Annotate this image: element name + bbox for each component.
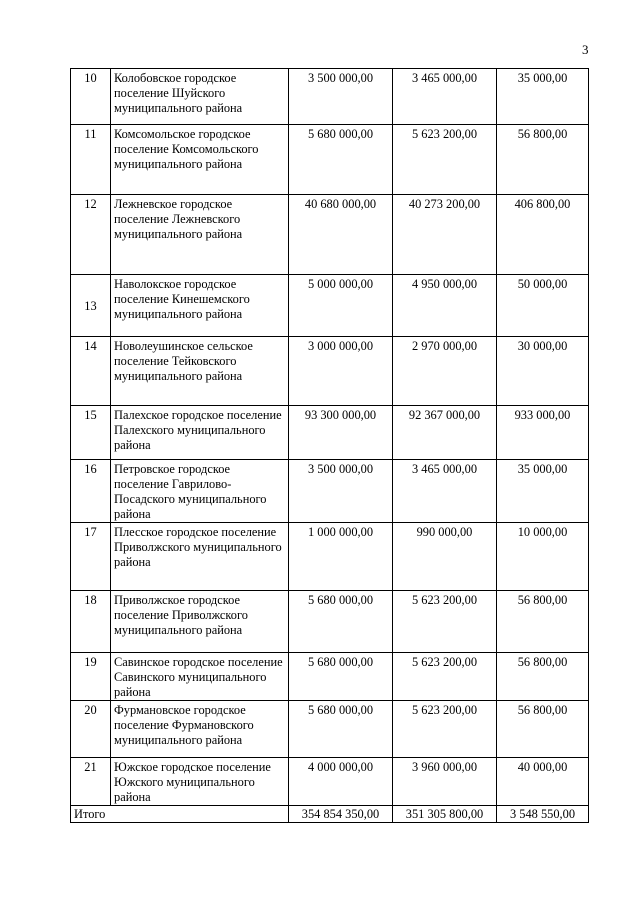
total-row xyxy=(71,806,589,823)
amount-local: 406 800,00 xyxy=(497,195,589,275)
amount-total: 5 680 000,00 xyxy=(289,701,393,758)
table-row xyxy=(71,195,589,275)
total-local: 3 548 550,00 xyxy=(497,806,589,823)
amount-total: 5 680 000,00 xyxy=(289,591,393,653)
amount-local: 933 000,00 xyxy=(497,406,589,460)
settlement-name: Плесское городское поселение Приволжского муниципального района xyxy=(111,523,289,591)
amount-local: 40 000,00 xyxy=(497,758,589,806)
amount-total: 5 000 000,00 xyxy=(289,275,393,337)
table-row xyxy=(71,275,589,337)
row-number: 21 xyxy=(71,758,111,806)
total-regional: 351 305 800,00 xyxy=(393,806,497,823)
settlement-name: Новолеушинское сельское поселение Тейковского муниципального района xyxy=(111,337,289,406)
table-row xyxy=(71,337,589,406)
row-number: 18 xyxy=(71,591,111,653)
amount-regional: 40 273 200,00 xyxy=(393,195,497,275)
settlement-name: Комсомольское городское поселение Комсомольского муниципального района xyxy=(111,125,289,195)
table-row xyxy=(71,69,589,125)
amount-regional: 2 970 000,00 xyxy=(393,337,497,406)
settlement-name: Петровское городское поселение Гаврилово-Посадского муниципального района xyxy=(111,460,289,523)
table-row xyxy=(71,653,589,701)
total-amount: 354 854 350,00 xyxy=(289,806,393,823)
table-row xyxy=(71,701,589,758)
amount-regional: 5 623 200,00 xyxy=(393,653,497,701)
settlement-name: Фурмановское городское поселение Фурмановского муниципального района xyxy=(111,701,289,758)
amount-local: 50 000,00 xyxy=(497,275,589,337)
amount-regional: 990 000,00 xyxy=(393,523,497,591)
table-row xyxy=(71,125,589,195)
table-row xyxy=(71,591,589,653)
amount-local: 30 000,00 xyxy=(497,337,589,406)
row-number: 14 xyxy=(71,337,111,406)
amount-regional: 3 465 000,00 xyxy=(393,460,497,523)
row-number: 19 xyxy=(71,653,111,701)
amount-regional: 3 960 000,00 xyxy=(393,758,497,806)
amount-local: 56 800,00 xyxy=(497,701,589,758)
table-row xyxy=(71,460,589,523)
settlement-name: Савинское городское поселение Савинского муниципального района xyxy=(111,653,289,701)
amount-regional: 5 623 200,00 xyxy=(393,591,497,653)
settlement-name: Приволжское городское поселение Приволжского муниципального района xyxy=(111,591,289,653)
table-row xyxy=(71,523,589,591)
amount-local: 56 800,00 xyxy=(497,125,589,195)
subsidy-table xyxy=(70,68,589,823)
settlement-name: Палехское городское поселение Палехского муниципального района xyxy=(111,406,289,460)
total-label: Итого xyxy=(71,806,289,823)
row-number: 20 xyxy=(71,701,111,758)
amount-local: 56 800,00 xyxy=(497,653,589,701)
amount-regional: 5 623 200,00 xyxy=(393,701,497,758)
amount-total: 93 300 000,00 xyxy=(289,406,393,460)
settlement-name: Южское городское поселение Южского муниципального района xyxy=(111,758,289,806)
row-number: 16 xyxy=(71,460,111,523)
table-row xyxy=(71,406,589,460)
settlement-name: Наволокское городское поселение Кинешемского муниципального района xyxy=(111,275,289,337)
amount-total: 1 000 000,00 xyxy=(289,523,393,591)
amount-local: 56 800,00 xyxy=(497,591,589,653)
row-number: 13 xyxy=(71,275,111,337)
amount-total: 5 680 000,00 xyxy=(289,125,393,195)
row-number: 11 xyxy=(71,125,111,195)
amount-total: 3 500 000,00 xyxy=(289,460,393,523)
page-number: 3 xyxy=(582,42,589,57)
amount-total: 3 000 000,00 xyxy=(289,337,393,406)
amount-total: 3 500 000,00 xyxy=(289,69,393,125)
amount-regional: 4 950 000,00 xyxy=(393,275,497,337)
amount-total: 5 680 000,00 xyxy=(289,653,393,701)
amount-regional: 3 465 000,00 xyxy=(393,69,497,125)
amount-local: 35 000,00 xyxy=(497,69,589,125)
amount-local: 10 000,00 xyxy=(497,523,589,591)
settlement-name: Лежневское городское поселение Лежневского муниципального района xyxy=(111,195,289,275)
row-number: 15 xyxy=(71,406,111,460)
table-row xyxy=(71,758,589,806)
row-number: 12 xyxy=(71,195,111,275)
row-number: 17 xyxy=(71,523,111,591)
amount-regional: 5 623 200,00 xyxy=(393,125,497,195)
amount-total: 4 000 000,00 xyxy=(289,758,393,806)
amount-total: 40 680 000,00 xyxy=(289,195,393,275)
amount-regional: 92 367 000,00 xyxy=(393,406,497,460)
settlement-name: Колобовское городское поселение Шуйского муниципального района xyxy=(111,69,289,125)
amount-local: 35 000,00 xyxy=(497,460,589,523)
row-number: 10 xyxy=(71,69,111,125)
